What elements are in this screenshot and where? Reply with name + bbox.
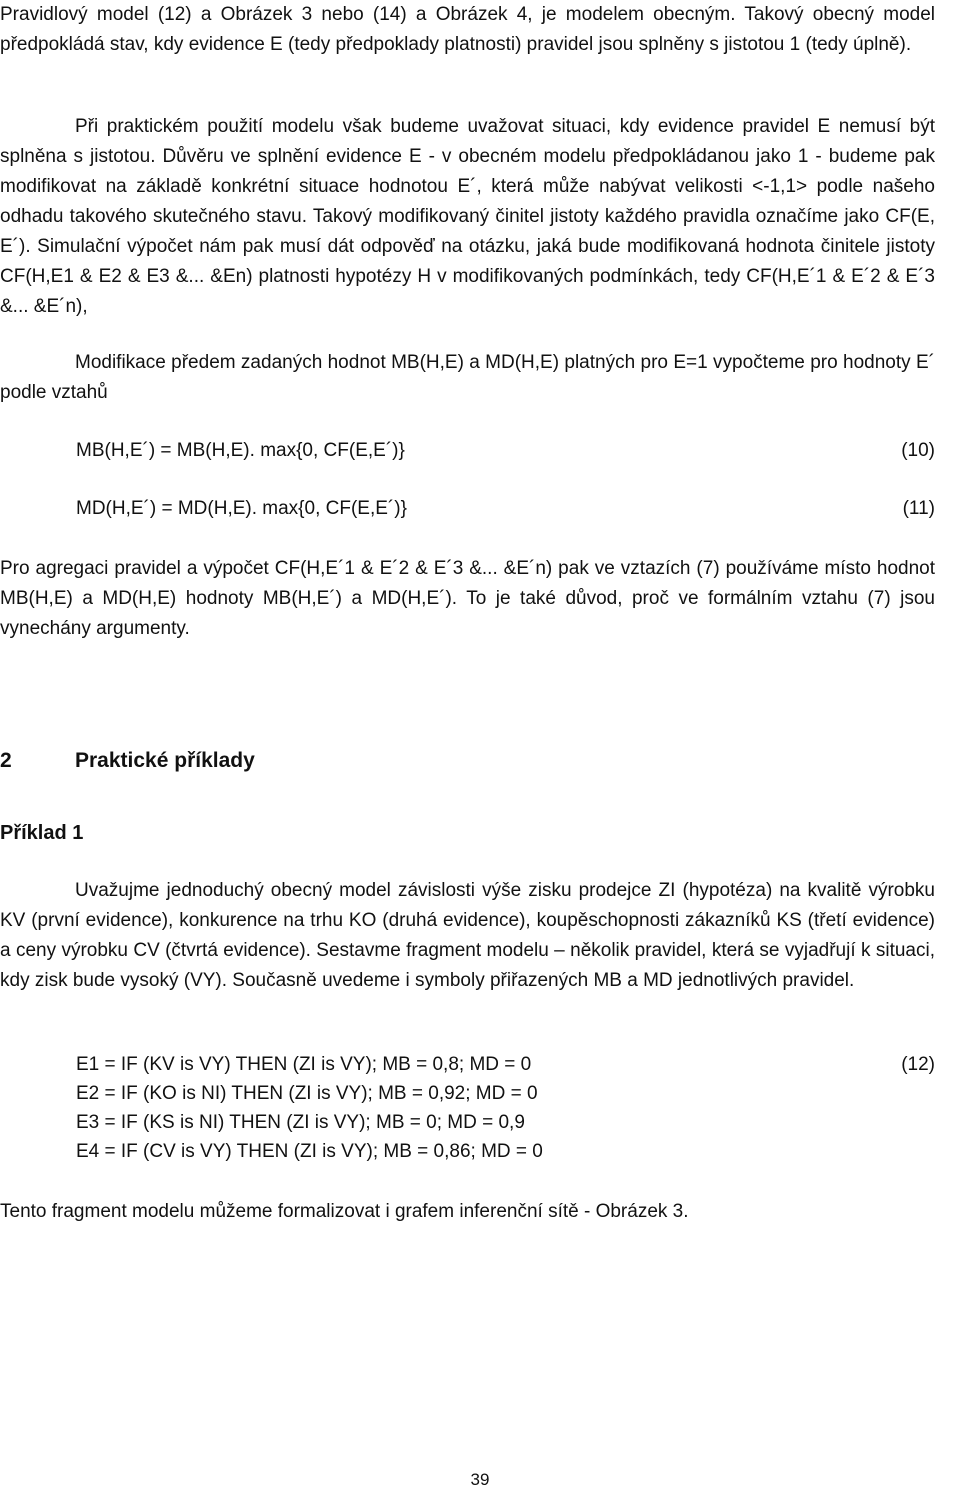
- paragraph-example-intro: [0, 876, 935, 996]
- section-title: Praktické příklady: [75, 749, 255, 772]
- equation-12: [0, 1050, 935, 1080]
- paragraph-inference-network: Tento fragment modelu můžeme formalizovat i grafem inferenční sítě - Obrázek 3.: [0, 1201, 689, 1222]
- equation-11-number: (11): [902, 498, 935, 519]
- paragraph-modification-text: Modifikace předem zadaných hodnot MB(H,E) a MD(H,E) platných pro E=1 vypočteme pro hodnoty E´ podle vztahů: [0, 352, 935, 403]
- paragraph-modification: [0, 348, 935, 408]
- paragraph-practical-use-text: Při praktickém použití modelu však budeme uvažovat situaci, kdy evidence pravidel E nemusí být splněna s jistotou. Důvěru ve splnění evidence E - v obecném modelu předpokládanou jako 1 - budeme pak modifikovat na základě konkrétní situace hodnotou E´, která může nabývat velikosti <-1,1> podle našeho odhadu takového skutečného stavu. Takový modifikovaný činitel jistoty každého pravidla označíme jako CF(E, E´). Simulační výpočet nám pak musí dát odpověď na otázku, jaká bude modifikovaná hodnota činitele jistoty CF(H,E1 & E2 & E3 &... &En) platnosti hypotézy H v modifikovaných podmínkách, tedy CF(H,E´1 & E´2 & E´3 &... &E´n),: [0, 116, 935, 317]
- rule-e1: E1 = IF (KV is VY) THEN (ZI is VY); MB = 0,8; MD = 0: [76, 1054, 532, 1075]
- example-heading: Příklad 1: [0, 822, 84, 844]
- page-number: 39: [470, 1470, 490, 1489]
- equation-12-number: (12): [901, 1054, 935, 1075]
- paragraph-example-intro-text: Uvažujme jednoduchý obecný model závislosti výše zisku prodejce ZI (hypotéza) na kvalitě výrobku KV (první evidence), konkurence na trhu KO (druhá evidence), koupěschopnosti zákazníků KS (třetí evidence) a ceny výrobku CV (čtvrtá evidence). Sestavme fragment modelu – několik pravidel, která se vyjadřují k situaci, kdy zisk bude vysoký (VY). Současně uvedeme i symboly přiřazených MB a MD jednotlivých pravidel.: [0, 880, 935, 991]
- rule-e4: E4 = IF (CV is VY) THEN (ZI is VY); MB = 0,86; MD = 0: [76, 1141, 543, 1162]
- equation-11: [0, 494, 935, 524]
- equation-10-formula: MB(H,E´) = MB(H,E). max{0, CF(E,E´)}: [76, 440, 405, 461]
- paragraph-aggregation: Pro agregaci pravidel a výpočet CF(H,E´1 & E´2 & E´3 &... &E´n) pak ve vztazích (7) používáme místo hodnot MB(H,E) a MD(H,E) hodnoty MB(H,E´) a MD(H,E´). To je také důvod, proč ve formálním vztahu (7) jsou vynechány argumenty.: [0, 558, 935, 639]
- equation-11-formula: MD(H,E´) = MD(H,E). max{0, CF(E,E´)}: [76, 498, 407, 519]
- paragraph-practical-use: [0, 112, 935, 322]
- section-number: 2: [0, 749, 12, 772]
- equation-10-number: (10): [901, 440, 935, 461]
- rule-e3: E3 = IF (KS is NI) THEN (ZI is VY); MB = 0; MD = 0,9: [76, 1112, 525, 1133]
- equation-10: [0, 436, 935, 466]
- rule-e2: E2 = IF (KO is NI) THEN (ZI is VY); MB = 0,92; MD = 0: [76, 1083, 538, 1104]
- paragraph-general-model: Pravidlový model (12) a Obrázek 3 nebo (14) a Obrázek 4, je modelem obecným. Takový obecný model předpokládá stav, kdy evidence E (tedy předpoklady platnosti) pravidel jsou splněny s jistotou 1 (tedy úplně).: [0, 4, 935, 55]
- section-heading: [0, 746, 255, 776]
